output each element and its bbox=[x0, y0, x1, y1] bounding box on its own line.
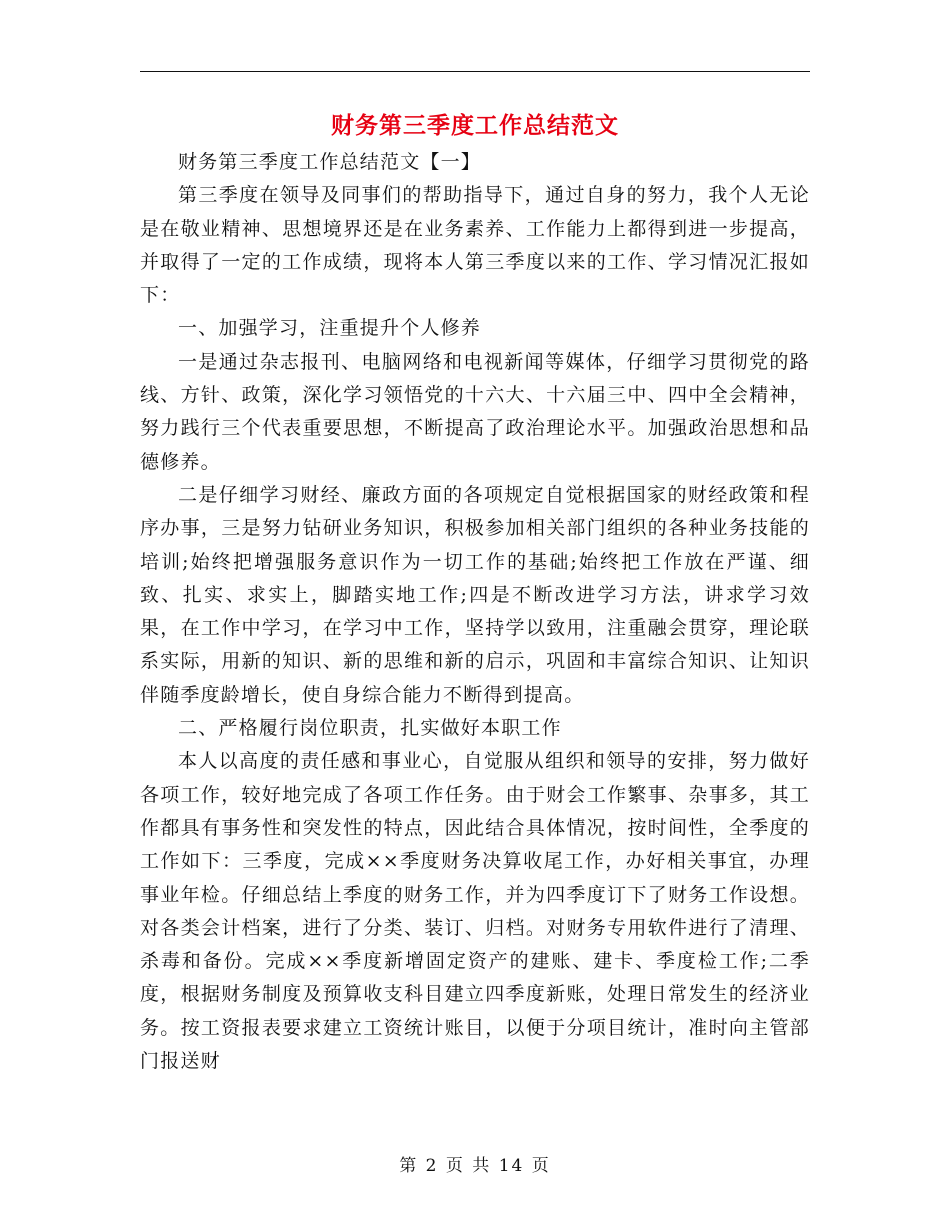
body-paragraph: 本人以高度的责任感和事业心，自觉服从组织和领导的安排，努力做好各项工作，较好地完成了各项工作任务。由于财会工作繁事、杂事多，其工作都具有事务性和突发性的特点，因此结合具体情况，按时间性，全季度的工作如下：三季度，完成××季度财务决算收尾工作，办好相关事宜，办理事业年检。仔细总结上季度的财务工作，并为四季度订下了财务工作设想。对各类会计档案，进行了分类、装订、归档。对财务专用软件进行了清理、杀毒和备份。完成××季度新增固定资产的建账、建卡、季度检工作;二季度，根据财务制度及预算收支科目建立四季度新账，处理日常发生的经济业务。按工资报表要求建立工资统计账目，以便于分项目统计，准时向主管部门报送财 bbox=[140, 750, 810, 1073]
footer-suffix: 页 bbox=[531, 1156, 551, 1176]
subheading-study: 一、加强学习，注重提升个人修养 bbox=[178, 317, 482, 340]
page-footer bbox=[0, 1154, 950, 1178]
current-page-number: 2 bbox=[425, 1156, 439, 1176]
footer-prefix: 第 bbox=[399, 1156, 419, 1176]
subheading-duties: 二、严格履行岗位职责，扎实做好本职工作 bbox=[178, 717, 562, 740]
section-heading: 财务第三季度工作总结范文【一】 bbox=[178, 151, 482, 173]
footer-middle: 页 共 bbox=[445, 1156, 492, 1176]
total-page-count: 14 bbox=[498, 1156, 525, 1176]
document-body bbox=[140, 146, 810, 1078]
header-rule bbox=[140, 71, 810, 72]
intro-paragraph: 第三季度在领导及同事们的帮助指导下，通过自身的努力，我个人无论是在敬业精神、思想境界还是在业务素养、工作能力上都得到进一步提高，并取得了一定的工作成绩，现将本人第三季度以来的工作、学习情况汇报如下： bbox=[140, 184, 810, 307]
body-paragraph: 二是仔细学习财经、廉政方面的各项规定自觉根据国家的财经政策和程序办事，三是努力钻研业务知识，积极参加相关部门组织的各种业务技能的培训;始终把增强服务意识作为一切工作的基础;始终把工作放在严谨、细致、扎实、求实上，脚踏实地工作;四是不断改进学习方法，讲求学习效果，在工作中学习，在学习中工作，坚持学以致用，注重融会贯穿，理论联系实际，用新的知识、新的思维和新的启示，巩固和丰富综合知识、让知识伴随季度龄增长，使自身综合能力不断得到提高。 bbox=[140, 483, 810, 706]
document-title: 财务第三季度工作总结范文 bbox=[331, 112, 619, 139]
body-paragraph: 一是通过杂志报刊、电脑网络和电视新闻等媒体，仔细学习贯彻党的路线、方针、政策，深化学习领悟党的十六大、十六届三中、四中全会精神，努力践行三个代表重要思想，不断提高了政治理论水平。加强政治思想和品德修养。 bbox=[140, 350, 810, 473]
